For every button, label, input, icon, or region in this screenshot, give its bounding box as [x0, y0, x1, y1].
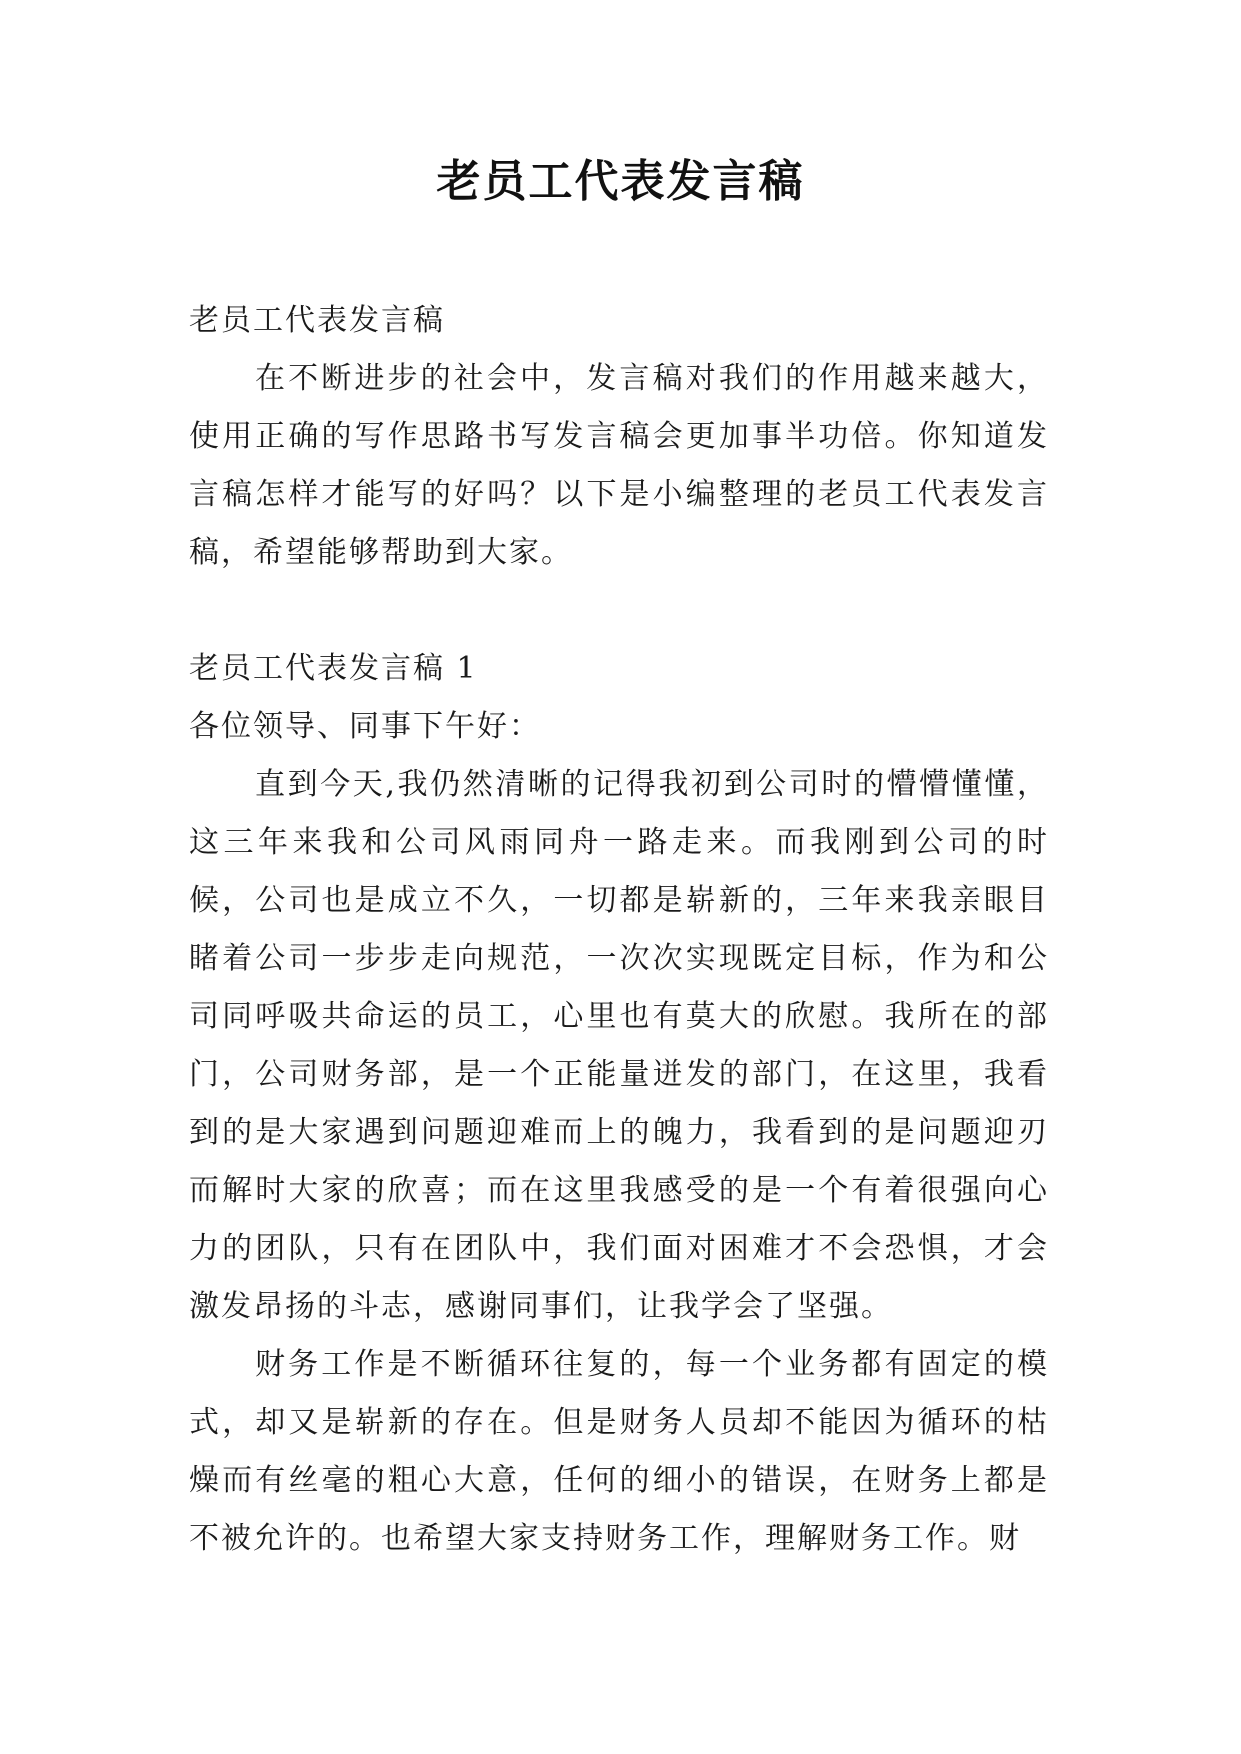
speech-1-section: [189, 640, 1049, 1568]
intro-section: [189, 292, 1049, 582]
intro-heading: 老员工代表发言稿: [189, 303, 445, 338]
speech-1-paragraph-2: 财务工作是不断循环往复的，每一个业务都有固定的模式，却又是崭新的存在。但是财务人员却不能因为循环的枯燥而有丝毫的粗心大意，任何的细小的错误，在财务上都是不被允许的。也希望大家支持财务工作，理解财务工作。财: [189, 1347, 1049, 1556]
speech-1-heading: 老员工代表发言稿 1: [189, 651, 478, 686]
speech-1-greeting: 各位领导、同事下午好：: [189, 709, 541, 744]
document-title: 老员工代表发言稿: [436, 156, 805, 207]
speech-1-paragraph-1: 直到今天,我仍然清晰的记得我初到公司时的懵懵懂懂，这三年来我和公司风雨同舟一路走来。而我刚到公司的时候，公司也是成立不久，一切都是崭新的，三年来我亲眼目睹着公司一步步走向规范，一次次实现既定目标，作为和公司同呼吸共命运的员工，心里也有莫大的欣慰。我所在的部门，公司财务部，是一个正能量迸发的部门，在这里，我看到的是大家遇到问题迎难而上的魄力，我看到的是问题迎刃而解时大家的欣喜；而在这里我感受的是一个有着很强向心力的团队，只有在团队中，我们面对困难才不会恐惧，才会激发昂扬的斗志，感谢同事们，让我学会了坚强。: [189, 767, 1049, 1324]
intro-paragraph: 在不断进步的社会中，发言稿对我们的作用越来越大，使用正确的写作思路书写发言稿会更加事半功倍。你知道发言稿怎样才能写的好吗？以下是小编整理的老员工代表发言稿，希望能够帮助到大家。: [189, 361, 1049, 570]
